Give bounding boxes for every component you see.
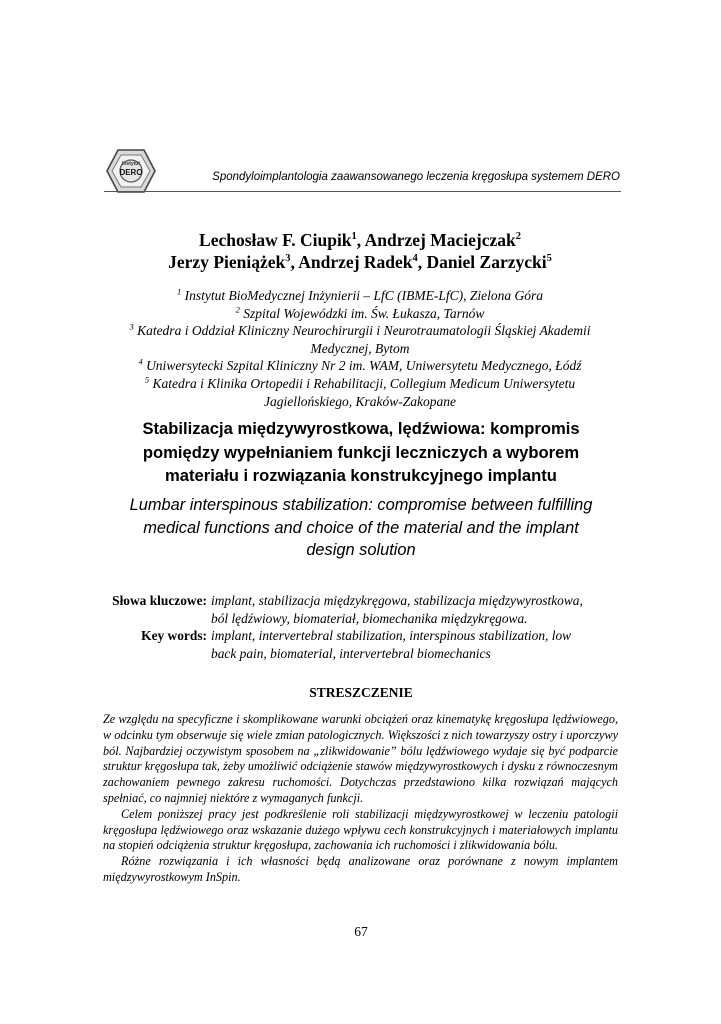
author-line-1 (60, 229, 660, 251)
affiliation-sup: 2 (235, 304, 240, 315)
title-line: design solution (306, 541, 416, 559)
affiliation-sup: 1 (176, 286, 182, 297)
affiliation-sup: 4 (138, 356, 143, 367)
affiliation-list (60, 287, 660, 410)
title-polish (100, 417, 622, 488)
affiliation-text: Jagiellońskiego, Kraków-Zakopane (264, 393, 456, 409)
keywords-line: implant, stabilizacja międzykręgowa, stabilizacja międzywyrostkowa, (211, 593, 583, 608)
abstract-paragraph: Celem poniższej pracy jest podkreślenie roli stabilizacji międzywyrostkowej w leczeniu patologii kręgosłupa lędźwiowego oraz wskazanie dużego wpływu cech konstrukcyjnych i materiałowych implantu na stopień odciążenia struktur kręgosłupa, zachowania ich ruchomości i zlikwidowania bólu. (103, 806, 618, 853)
author-affil-sup: 3 (285, 253, 291, 265)
author-name: Andrzej Maciejczak (364, 230, 516, 250)
affiliation-text: Katedra i Oddział Kliniczny Neurochirurgii i Neurotraumatologii Śląskiej Akademii (137, 323, 591, 339)
abstract-body (103, 712, 618, 886)
title-line: Stabilizacja międzywyrostkowa, lędźwiowa: kompromis (142, 419, 580, 438)
author-name: Lechosław F. Ciupik (199, 230, 352, 250)
affiliation-item (60, 287, 660, 305)
keywords-english (96, 627, 626, 662)
keywords-line: ból lędźwiowy, biomateriał, biomechanika międzykręgowa. (211, 610, 528, 626)
affiliation-text: Katedra i Klinika Ortopedii i Rehabilitacji, Collegium Medicum Uniwersytetu (152, 375, 576, 391)
dero-logo (104, 148, 156, 194)
affiliation-text: Instytut BioMedycznej Inżynierii – LfC (IBME-LfC), Zielona Góra (184, 288, 544, 303)
affiliation-text: Uniwersytecki Szpital Kliniczny Nr 2 im. WAM, Uniwersytetu Medycznego, Łódź (146, 358, 582, 374)
abstract-paragraph: Ze względu na specyficzne i skomplikowane warunki obciążeń oraz kinematykę kręgosłupa lędźwiowego, w odcinku tym obserwuje się wiele zmian patologicznych. Większości z nich towarzyszy ostry i uporczywy ból. Najbardziej oczywistym sposobem na „zlikwidowanie” bólu lędźwiowego wydaje się być podparcie struktur kręgosłupa tak, żeby umożliwić odciążenie stawów międzywyrostkowych i dysku z równoczesnym zachowaniem pewnego zakresu ruchomości. Dotychczas przedstawiono kilka rozwiązań mających spełniać, co najmniej niektóre z wymaganych funkcji. (103, 712, 618, 805)
keywords-polish (96, 592, 626, 627)
author-affil-sup: 5 (546, 253, 552, 265)
author-affil-sup: 2 (515, 231, 521, 243)
author-line-2 (60, 251, 660, 273)
affiliation-item (60, 305, 660, 323)
author-name: Jerzy Pieniążek (168, 252, 286, 272)
author-affil-sup: 4 (412, 253, 418, 265)
header-rule (104, 191, 621, 192)
page-number: 67 (354, 924, 368, 939)
affiliation-sup: 5 (144, 374, 150, 385)
title-line: Lumbar interspinous stabilization: compromise between fulfilling (129, 496, 593, 514)
keywords-label: Key words: (141, 628, 207, 644)
affiliation-item (60, 357, 660, 375)
author-separator: , (290, 252, 299, 272)
affiliation-text: Medycznej, Bytom (310, 340, 410, 356)
keywords-line: implant, intervertebral stabilization, interspinous stabilization, low (211, 628, 572, 644)
abstract-heading: STRESZCZENIE (309, 685, 413, 700)
affiliation-sup: 3 (129, 321, 134, 332)
title-line: materiału i rozwiązania konstrukcyjnego implantu (165, 466, 557, 485)
keywords-text (211, 592, 626, 627)
affiliation-item (60, 322, 660, 357)
author-separator: , (417, 252, 427, 272)
keywords-line: back pain, biomaterial, intervertebral biomechanics (211, 645, 491, 661)
affiliation-text: Szpital Wojewódzki im. Św. Łukasza, Tarnów (243, 305, 485, 321)
author-list (60, 229, 660, 273)
affiliation-item (60, 375, 660, 410)
abstract-paragraph: Różne rozwiązania i ich własności będą analizowane oraz porównane z nowym implantem międzywyrostkowym InSpin. (103, 854, 618, 884)
keywords-label: Słowa kluczowe: (112, 593, 207, 608)
title-line: pomiędzy wypełnianiem funkcji leczniczych a wyborem (142, 442, 580, 462)
keywords-block (96, 592, 626, 662)
keywords-text (211, 627, 626, 662)
author-separator: , (356, 230, 365, 250)
title-english (100, 494, 622, 562)
author-name: Andrzej Radek (298, 252, 413, 272)
author-name: Daniel Zarzycki (426, 252, 547, 272)
running-head: Spondyloimplantologia zaawansowanego leczenia kręgosłupa systemem DERO (212, 171, 620, 183)
logo-text-main: DERO (119, 168, 143, 177)
author-affil-sup: 1 (351, 231, 357, 243)
title-line: medical functions and choice of the material and the implant (143, 518, 579, 537)
logo-text-top: Instytut (121, 161, 141, 167)
